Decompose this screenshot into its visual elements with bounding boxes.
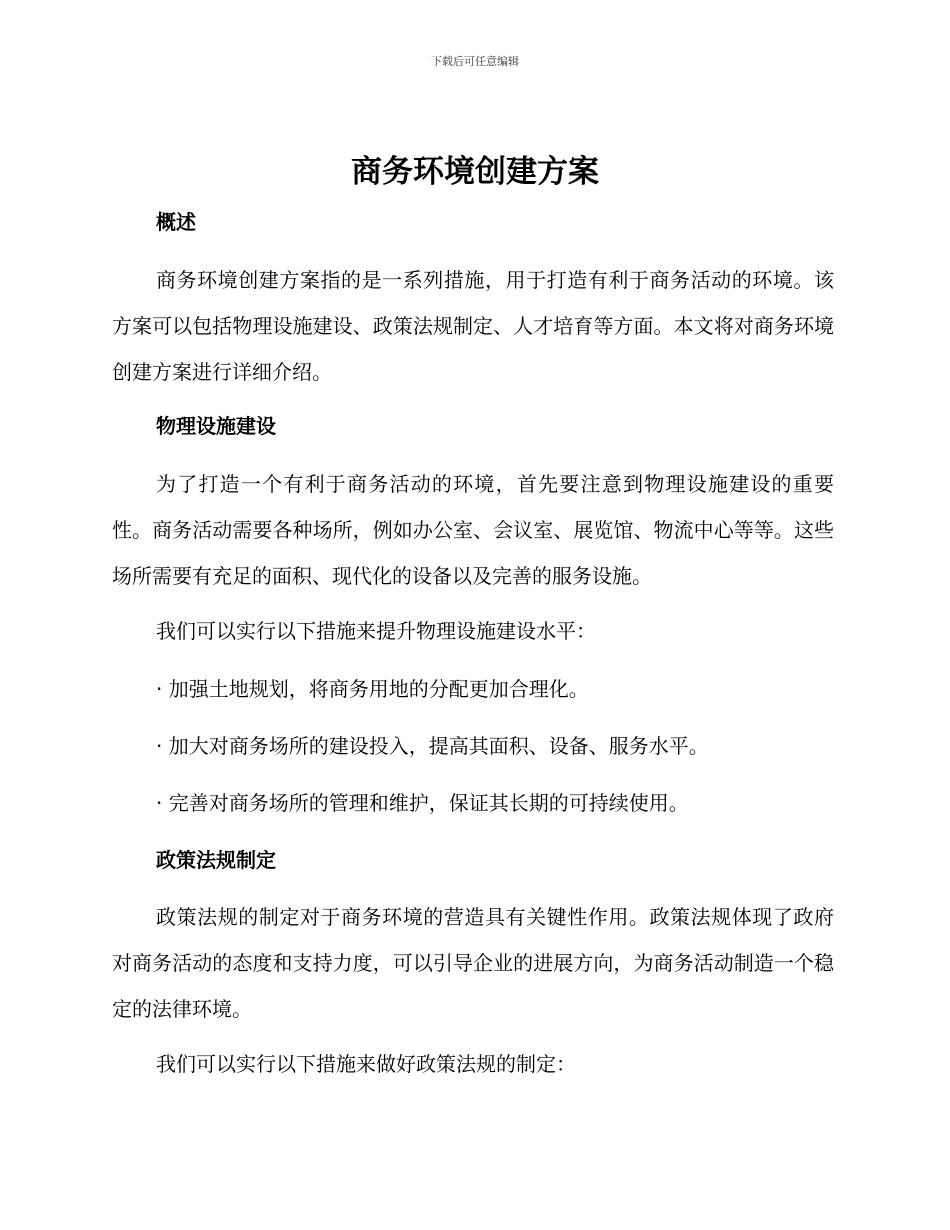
facilities-bullet-3: · 完善对商务场所的管理和维护，保证其长期的可持续使用。 bbox=[156, 791, 689, 815]
section-heading-overview: 概述 bbox=[156, 210, 196, 234]
policy-intro: 我们可以实行以下措施来做好政策法规的制定： bbox=[156, 1052, 576, 1076]
facilities-bullet-2: · 加大对商务场所的建设投入，提高其面积、设备、服务水平。 bbox=[156, 734, 709, 758]
overview-paragraph: 商务环境创建方案指的是一系列措施，用于打造有利于商务活动的环境。该方案可以包括物理设施建设、政策法规制定、人才培育等方面。本文将对商务环境创建方案进行详细介绍。 bbox=[112, 268, 834, 384]
header-note: 下载后可任意编辑 bbox=[431, 55, 519, 68]
overview-paragraph-block bbox=[112, 257, 834, 395]
document-title: 商务环境创建方案 bbox=[351, 154, 599, 190]
facilities-paragraph: 为了打造一个有利于商务活动的环境，首先要注意到物理设施建设的重要性。商务活动需要各种场所，例如办公室、会议室、展览馆、物流中心等等。这些场所需要有充足的面积、现代化的设备以及完善的服务设施。 bbox=[112, 472, 834, 588]
policy-paragraph: 政策法规的制定对于商务环境的营造具有关键性作用。政策法规体现了政府对商务活动的态度和支持力度，可以引导企业的进展方向，为商务活动制造一个稳定的法律环境。 bbox=[112, 905, 834, 1021]
section-heading-facilities: 物理设施建设 bbox=[156, 414, 276, 438]
facilities-intro: 我们可以实行以下措施来提升物理设施建设水平： bbox=[156, 619, 596, 643]
facilities-bullet-1: · 加强土地规划，将商务用地的分配更加合理化。 bbox=[156, 677, 589, 701]
section-heading-policy: 政策法规制定 bbox=[156, 848, 276, 872]
policy-paragraph-block bbox=[112, 894, 834, 1032]
facilities-paragraph-block bbox=[112, 461, 834, 599]
